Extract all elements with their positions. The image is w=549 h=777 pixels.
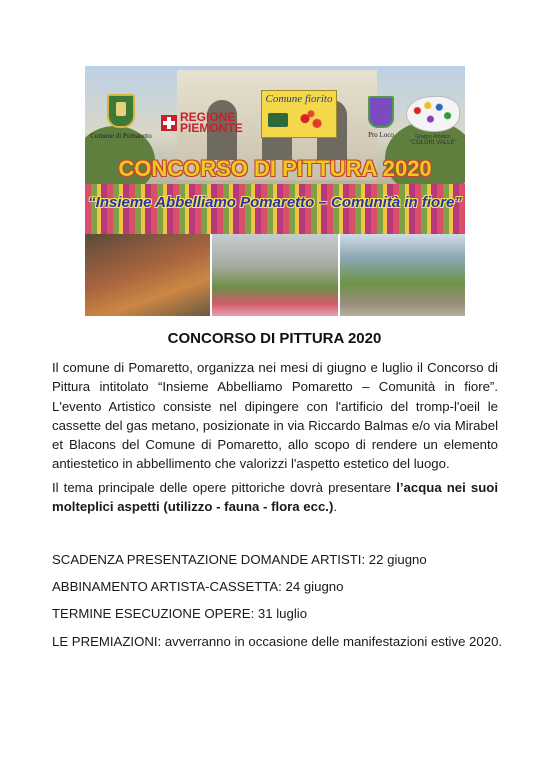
- colori-caption-1: Gruppo Artistico: [415, 134, 451, 140]
- award-badge-icon: [268, 113, 288, 127]
- theme-text: Il tema principale delle opere pittoriche dovrà presentare: [52, 480, 397, 495]
- colori-caption-2: "COLORI VALLE": [409, 140, 457, 146]
- colori-valle-logo: [405, 96, 461, 146]
- regione-piemonte-logo: [161, 112, 243, 134]
- deadline-applications: SCADENZA PRESENTAZIONE DOMANDE ARTISTI: 22 giugno: [52, 552, 427, 567]
- photo-flowered-street: [210, 234, 337, 316]
- banner-photo-strip: [85, 234, 465, 316]
- regione-line2: PIEMONTE: [180, 121, 243, 135]
- theme-emphasis: l’acqua nei suoi molteplici aspetti (utilizzo - fauna - flora ecc.): [52, 480, 499, 515]
- poster-banner: [85, 66, 465, 316]
- deadline-matching: ABBINAMENTO ARTISTA-CASSETTA: 24 giugno: [52, 579, 344, 594]
- pro-loco-logo: [361, 96, 401, 139]
- comune-pomaretto-logo: [91, 94, 151, 140]
- photo-fountain-garden: [338, 234, 465, 316]
- intro-paragraph: Il comune di Pomaretto, organizza nei mesi di giugno e luglio il Concorso di Pittura intitolato “Insieme Abbelliamo Pomaretto – Comunità in fiore”. L'evento Artistico consiste nel dipingere con l'artificio del tromp-l'oeil le cassette del gas metano, posizionate in via Riccardo Balmas e/o via Mirabel et Blacons del Comune di Pomaretto, allo scopo di rendere un elemento antiestetico in abbellimento che valorizzi l'aspetto estetico del luogo.: [52, 360, 498, 472]
- awards-info: LE PREMIAZIONI: avverranno in occasione delle manifestazioni estive 2020.: [52, 634, 503, 649]
- cross-icon: [161, 115, 177, 131]
- palette-icon: [406, 96, 460, 132]
- banner-title: CONCORSO DI PITTURA 2020: [118, 156, 432, 181]
- comune-fiorito-logo: [261, 90, 337, 138]
- flower-icon: [296, 109, 326, 133]
- banner-subtitle: “Insieme Abbelliamo Pomaretto – Comunità in fiore”: [88, 194, 462, 211]
- pro-loco-shield-icon: [368, 96, 394, 128]
- deadline-completion: TERMINE ESECUZIONE OPERE: 31 luglio: [52, 606, 308, 621]
- page-title: CONCORSO DI PITTURA 2020: [167, 330, 382, 347]
- fiorito-label: Comune fiorito: [265, 93, 333, 105]
- theme-suffix: .: [333, 499, 338, 515]
- coat-of-arms-icon: [107, 94, 135, 128]
- theme-paragraph: [52, 478, 498, 517]
- pro-loco-caption: Pro Loco: [368, 131, 394, 139]
- photo-flower-shop: [85, 234, 210, 316]
- regione-line1: REGIONE: [180, 110, 236, 124]
- comune-caption: Comune di Pomaretto: [90, 132, 152, 140]
